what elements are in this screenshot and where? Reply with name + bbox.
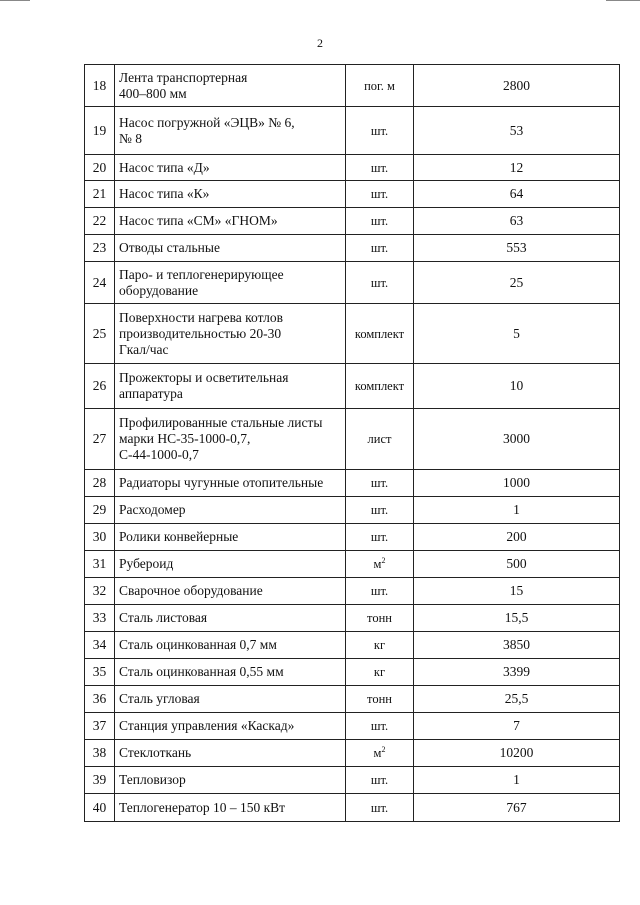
item-unit-text: шт.	[370, 503, 389, 517]
row-number-text: 30	[92, 529, 107, 544]
row-number	[85, 740, 115, 767]
item-quantity	[414, 632, 620, 659]
table-row	[85, 794, 620, 822]
item-quantity-text: 553	[506, 240, 527, 255]
item-quantity-text: 12	[509, 159, 524, 175]
item-name	[115, 497, 346, 524]
item-quantity	[414, 524, 620, 551]
item-name-text: Прожекторы и осветительная аппаратура	[119, 370, 289, 401]
item-name-text: Рубероид	[119, 556, 174, 571]
item-unit	[346, 767, 414, 794]
item-quantity	[414, 551, 620, 578]
row-number-text: 24	[92, 274, 107, 290]
item-name	[115, 65, 346, 107]
item-name	[115, 304, 346, 364]
row-number-text: 32	[92, 583, 107, 598]
row-number-text: 36	[92, 691, 107, 706]
item-name-text: Насос типа «К»	[119, 186, 210, 201]
item-unit	[346, 686, 414, 713]
row-number-text: 25	[92, 325, 107, 341]
row-number	[85, 235, 115, 262]
item-unit	[346, 497, 414, 524]
item-unit	[346, 524, 414, 551]
item-name-text: Поверхности нагрева котлов производительностью 20-30 Гкал/час	[119, 309, 284, 357]
item-quantity-text: 64	[509, 186, 524, 201]
item-quantity	[414, 208, 620, 235]
items-table-body	[85, 65, 620, 822]
item-name-text: Сталь оцинкованная 0,55 мм	[119, 664, 284, 679]
unit-superscript: 2	[381, 744, 386, 754]
table-row	[85, 235, 620, 262]
item-quantity-text: 53	[509, 122, 524, 138]
item-name-text: Лента транспортерная 400–800 мм	[119, 69, 248, 101]
row-number-text: 19	[92, 122, 107, 138]
item-quantity	[414, 686, 620, 713]
item-unit	[346, 262, 414, 304]
item-name	[115, 605, 346, 632]
item-unit-text: шт.	[370, 275, 389, 290]
item-unit	[346, 409, 414, 470]
item-name	[115, 767, 346, 794]
item-unit	[346, 605, 414, 632]
item-quantity	[414, 65, 620, 107]
row-number	[85, 470, 115, 497]
row-number-text: 39	[92, 772, 107, 787]
row-number-text: 20	[92, 159, 107, 175]
item-unit	[346, 659, 414, 686]
item-unit	[346, 235, 414, 262]
item-quantity	[414, 740, 620, 767]
item-unit-text: лист	[367, 432, 392, 446]
table-row	[85, 713, 620, 740]
row-number-text: 18	[92, 77, 107, 93]
row-number-text: 22	[92, 213, 107, 228]
row-number-text: 38	[92, 745, 107, 760]
item-name-text: Насос типа «СМ» «ГНОМ»	[119, 213, 278, 228]
item-quantity-text: 15,5	[504, 610, 529, 625]
row-number	[85, 155, 115, 181]
item-unit-text: шт.	[370, 800, 389, 815]
row-number-text: 33	[92, 610, 107, 625]
table-row	[85, 632, 620, 659]
item-name	[115, 208, 346, 235]
item-quantity	[414, 235, 620, 262]
row-number-text: 27	[92, 431, 107, 446]
item-quantity-text: 7	[513, 718, 520, 733]
item-quantity	[414, 713, 620, 740]
table-row	[85, 524, 620, 551]
item-name-text: Насос типа «Д»	[119, 159, 210, 175]
item-unit	[346, 713, 414, 740]
item-quantity	[414, 578, 620, 605]
table-row	[85, 262, 620, 304]
row-number-text: 28	[92, 475, 107, 490]
row-number	[85, 551, 115, 578]
item-name-text: Стеклоткань	[119, 745, 192, 760]
row-number-text: 34	[92, 637, 107, 652]
item-unit	[346, 632, 414, 659]
table-row	[85, 409, 620, 470]
item-unit-text: шт.	[370, 530, 389, 544]
item-name-text: Отводы стальные	[119, 240, 220, 255]
row-number	[85, 364, 115, 409]
item-quantity	[414, 794, 620, 822]
item-name-text: Тепловизор	[119, 772, 186, 787]
row-number-text: 37	[92, 718, 107, 733]
item-unit-text: шт.	[370, 719, 389, 733]
item-unit	[346, 65, 414, 107]
item-unit	[346, 208, 414, 235]
item-quantity-text: 500	[506, 556, 527, 571]
row-number	[85, 632, 115, 659]
row-number	[85, 208, 115, 235]
item-quantity-text: 5	[513, 325, 520, 341]
item-name	[115, 794, 346, 822]
row-number	[85, 65, 115, 107]
item-unit	[346, 155, 414, 181]
row-number	[85, 659, 115, 686]
table-row	[85, 767, 620, 794]
item-quantity	[414, 364, 620, 409]
item-name-text: Радиаторы чугунные отопительные	[119, 475, 324, 490]
item-unit	[346, 578, 414, 605]
item-unit-text: шт.	[370, 187, 389, 201]
item-unit	[346, 107, 414, 155]
item-unit	[346, 304, 414, 364]
item-unit-text: тонн	[367, 611, 392, 625]
item-name	[115, 155, 346, 181]
row-number-text: 31	[92, 556, 107, 571]
item-unit-text: кг	[373, 665, 386, 679]
table-row	[85, 364, 620, 409]
row-number	[85, 497, 115, 524]
scan-edge-left	[0, 0, 30, 1]
item-quantity-text: 1	[513, 772, 520, 787]
item-quantity	[414, 262, 620, 304]
item-quantity-text: 10200	[499, 745, 534, 760]
item-name	[115, 578, 346, 605]
item-quantity	[414, 304, 620, 364]
row-number	[85, 767, 115, 794]
item-unit	[346, 551, 414, 578]
item-unit-text: шт.	[370, 123, 389, 138]
item-quantity-text: 1000	[503, 475, 530, 490]
item-unit-text: комплект	[354, 326, 405, 341]
table-row	[85, 208, 620, 235]
item-name-text: Насос погружной «ЭЦВ» № 6, № 8	[119, 114, 295, 146]
table-row	[85, 686, 620, 713]
item-quantity	[414, 155, 620, 181]
item-name-text: Сталь листовая	[119, 610, 208, 625]
item-name-text: Паро- и теплогенерирующее оборудование	[119, 266, 284, 298]
item-quantity-text: 767	[506, 799, 527, 815]
item-name	[115, 107, 346, 155]
item-quantity-text: 1	[513, 502, 520, 517]
table-row	[85, 605, 620, 632]
item-name	[115, 686, 346, 713]
item-name-text: Расходомер	[119, 502, 186, 517]
table-row	[85, 497, 620, 524]
item-unit-text: шт.	[370, 584, 389, 598]
table-row	[85, 551, 620, 578]
item-quantity	[414, 107, 620, 155]
scan-edge-right	[606, 0, 640, 1]
item-quantity	[414, 605, 620, 632]
item-unit-text: тонн	[367, 692, 392, 706]
item-name-text: Сварочное оборудование	[119, 583, 263, 598]
row-number	[85, 409, 115, 470]
item-quantity-text: 25,5	[504, 691, 529, 706]
row-number	[85, 304, 115, 364]
item-name-text: Профилированные стальные листы марки НС-35-1000-0,7, С-44-1000-0,7	[119, 415, 323, 462]
table-row	[85, 65, 620, 107]
row-number	[85, 605, 115, 632]
item-quantity-text: 3850	[503, 637, 530, 652]
item-quantity-text: 10	[509, 378, 524, 393]
row-number	[85, 578, 115, 605]
item-name-text: Сталь угловая	[119, 691, 200, 706]
table-row	[85, 578, 620, 605]
item-name	[115, 524, 346, 551]
item-name	[115, 551, 346, 578]
row-number-text: 29	[92, 502, 107, 517]
row-number-text: 26	[92, 378, 107, 393]
item-quantity-text: 25	[509, 274, 524, 290]
unit-superscript: 2	[381, 555, 386, 565]
row-number	[85, 524, 115, 551]
item-quantity-text: 63	[509, 213, 524, 228]
item-name	[115, 470, 346, 497]
item-name-text: Станция управления «Каскад»	[119, 718, 295, 733]
item-unit-text: кг	[373, 638, 386, 652]
item-name	[115, 713, 346, 740]
page-number: 2	[317, 36, 323, 50]
item-name	[115, 632, 346, 659]
item-unit-text: шт.	[370, 160, 389, 175]
item-unit	[346, 794, 414, 822]
item-name	[115, 659, 346, 686]
item-name-text: Сталь оцинкованная 0,7 мм	[119, 637, 277, 652]
item-unit-text: шт.	[370, 214, 389, 228]
table-row	[85, 107, 620, 155]
item-name-text: Ролики конвейерные	[119, 529, 239, 544]
row-number-text: 40	[92, 799, 107, 815]
item-unit	[346, 364, 414, 409]
item-unit-text: шт.	[370, 241, 389, 255]
row-number-text: 23	[92, 240, 107, 255]
item-unit	[346, 740, 414, 767]
table-row	[85, 304, 620, 364]
item-name	[115, 181, 346, 208]
item-quantity	[414, 659, 620, 686]
item-unit	[346, 181, 414, 208]
row-number	[85, 794, 115, 822]
item-quantity	[414, 497, 620, 524]
item-quantity-text: 15	[509, 583, 524, 598]
table-row	[85, 155, 620, 181]
item-unit-text: комплект	[354, 379, 405, 393]
item-quantity-text: 2800	[503, 77, 530, 93]
item-quantity	[414, 409, 620, 470]
table-row	[85, 181, 620, 208]
item-quantity-text: 3399	[503, 664, 530, 679]
item-quantity-text: 200	[506, 529, 527, 544]
row-number	[85, 107, 115, 155]
row-number-text: 21	[92, 186, 107, 201]
item-unit-text: м	[373, 557, 382, 571]
item-name	[115, 364, 346, 409]
item-unit-text: шт.	[370, 476, 389, 490]
item-name-text: Теплогенератор 10 – 150 кВт	[119, 799, 286, 815]
item-quantity-text: 3000	[503, 431, 530, 446]
row-number	[85, 713, 115, 740]
item-quantity	[414, 181, 620, 208]
item-quantity	[414, 767, 620, 794]
table-row	[85, 470, 620, 497]
row-number	[85, 686, 115, 713]
item-unit-text: шт.	[370, 773, 389, 787]
item-unit-text: м	[373, 746, 382, 760]
item-name	[115, 740, 346, 767]
item-name	[115, 235, 346, 262]
table-row	[85, 740, 620, 767]
item-unit	[346, 470, 414, 497]
item-quantity	[414, 470, 620, 497]
table-row	[85, 659, 620, 686]
row-number	[85, 181, 115, 208]
item-name	[115, 409, 346, 470]
items-table	[84, 64, 620, 822]
row-number-text: 35	[92, 664, 107, 679]
item-unit-text: пог. м	[364, 78, 395, 93]
row-number	[85, 262, 115, 304]
item-name	[115, 262, 346, 304]
